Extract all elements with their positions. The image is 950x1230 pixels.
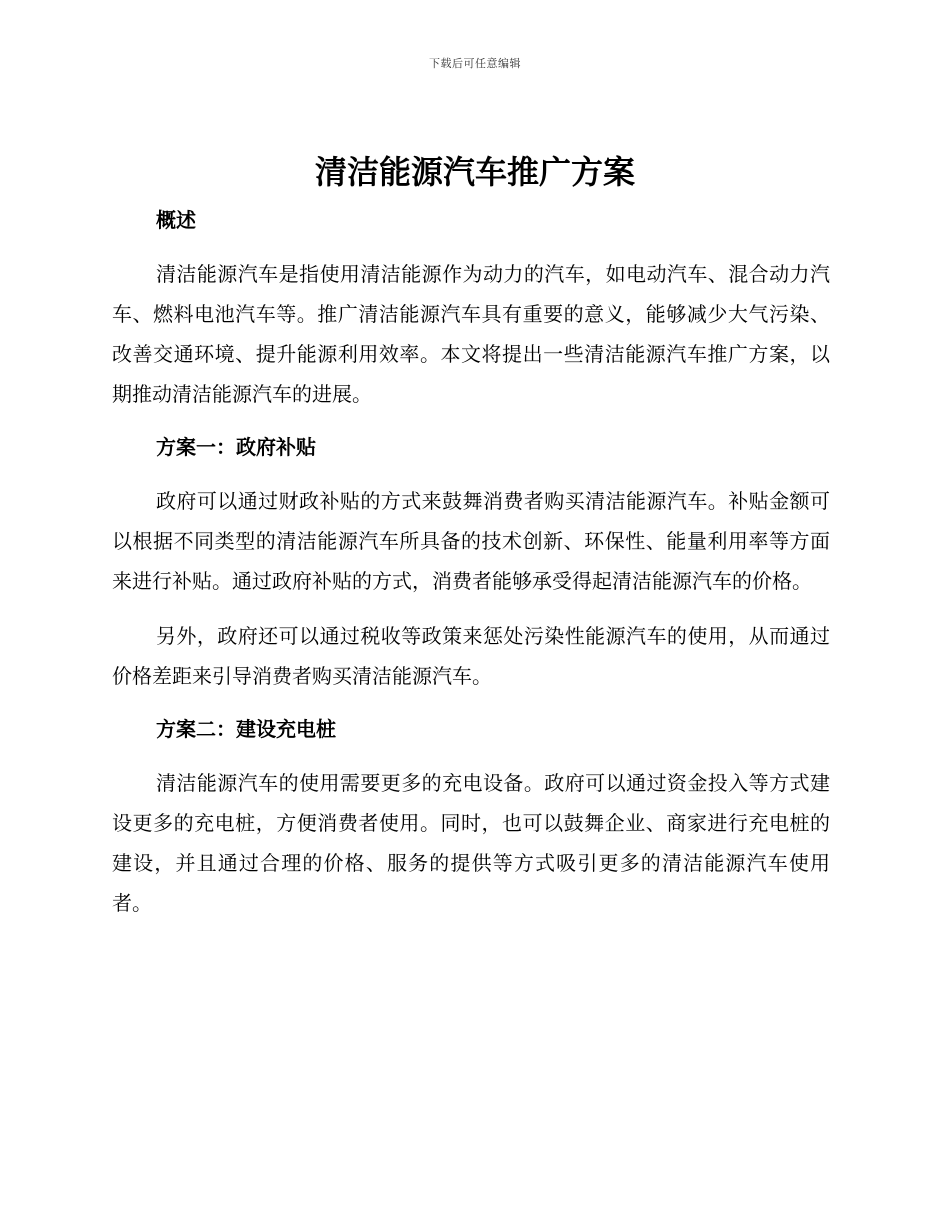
- paragraph: 清洁能源汽车的使用需要更多的充电设备。政府可以通过资金投入等方式建设更多的充电桩，方便消费者使用。同时，也可以鼓舞企业、商家进行充电桩的建设，并且通过合理的价格、服务的提供等方式吸引更多的清洁能源汽车使用者。: [112, 771, 830, 915]
- document-body: [112, 202, 830, 923]
- section-heading-plan-two: 方案二：建设充电桩: [156, 717, 336, 741]
- paragraph: 另外，政府还可以通过税收等政策来惩处污染性能源汽车的使用，从而通过价格差距来引导消费者购买清洁能源汽车。: [112, 624, 830, 688]
- header-note: 下载后可任意编辑: [429, 57, 521, 70]
- paragraph: 清洁能源汽车是指使用清洁能源作为动力的汽车，如电动汽车、混合动力汽车、燃料电池汽车等。推广清洁能源汽车具有重要的意义，能够减少大气污染、改善交通环境、提升能源利用效率。本文将提出一些清洁能源汽车推广方案，以期推动清洁能源汽车的进展。: [112, 262, 830, 406]
- section-heading-plan-one: 方案一：政府补贴: [156, 435, 316, 459]
- paragraph: 政府可以通过财政补贴的方式来鼓舞消费者购买清洁能源汽车。补贴金额可以根据不同类型的清洁能源汽车所具备的技术创新、环保性、能量利用率等方面来进行补贴。通过政府补贴的方式，消费者能够承受得起清洁能源汽车的价格。: [112, 489, 830, 593]
- document-title: 清洁能源汽车推广方案: [314, 153, 635, 191]
- section-heading-overview: 概述: [156, 208, 196, 232]
